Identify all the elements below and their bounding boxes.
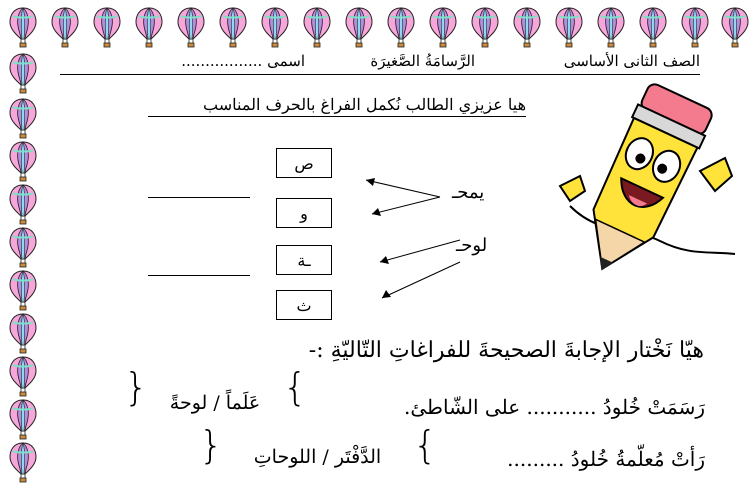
question-sentence: رَسَمَتْ خُلودُ ........... على الشّاطئ. [404, 395, 705, 419]
brace-right: { [283, 365, 308, 409]
letter-option-box[interactable]: ث [276, 290, 332, 320]
answer-options[interactable]: عَلَماً / لوحةً [169, 392, 261, 414]
incomplete-word: لوحـ [456, 235, 488, 256]
pencil-mascot-icon [540, 76, 740, 296]
exercise2-title: هيّا نَخْتار الإجابةَ الصحيحةَ للفراغاتِ التّاليّةِ :- [308, 338, 704, 363]
answer-options[interactable]: الدَّفْتَر / اللوحاتِ [253, 446, 382, 468]
student-name-field: اسمى ................. [181, 52, 305, 70]
letter-option-box[interactable]: ص [276, 148, 332, 178]
question-sentence: رَأتْ مُعلّمةُ خُلودُ ......... [507, 447, 705, 471]
incomplete-word: يمحـ [452, 182, 485, 203]
exercise1-instruction: هيا عزيزي الطالب نُكمل الفراغ بالحرف المناسب [148, 95, 526, 117]
letter-option-box[interactable]: و [276, 198, 332, 228]
brace-right: { [413, 423, 438, 467]
lesson-title: الرَّسامَةُ الصَّغيرَة [370, 52, 475, 70]
brace-left: } [199, 423, 224, 467]
grade-label: الصف الثانى الأساسى [563, 52, 700, 70]
brace-left: } [124, 365, 149, 409]
letter-option-box[interactable]: ـة [276, 245, 332, 275]
